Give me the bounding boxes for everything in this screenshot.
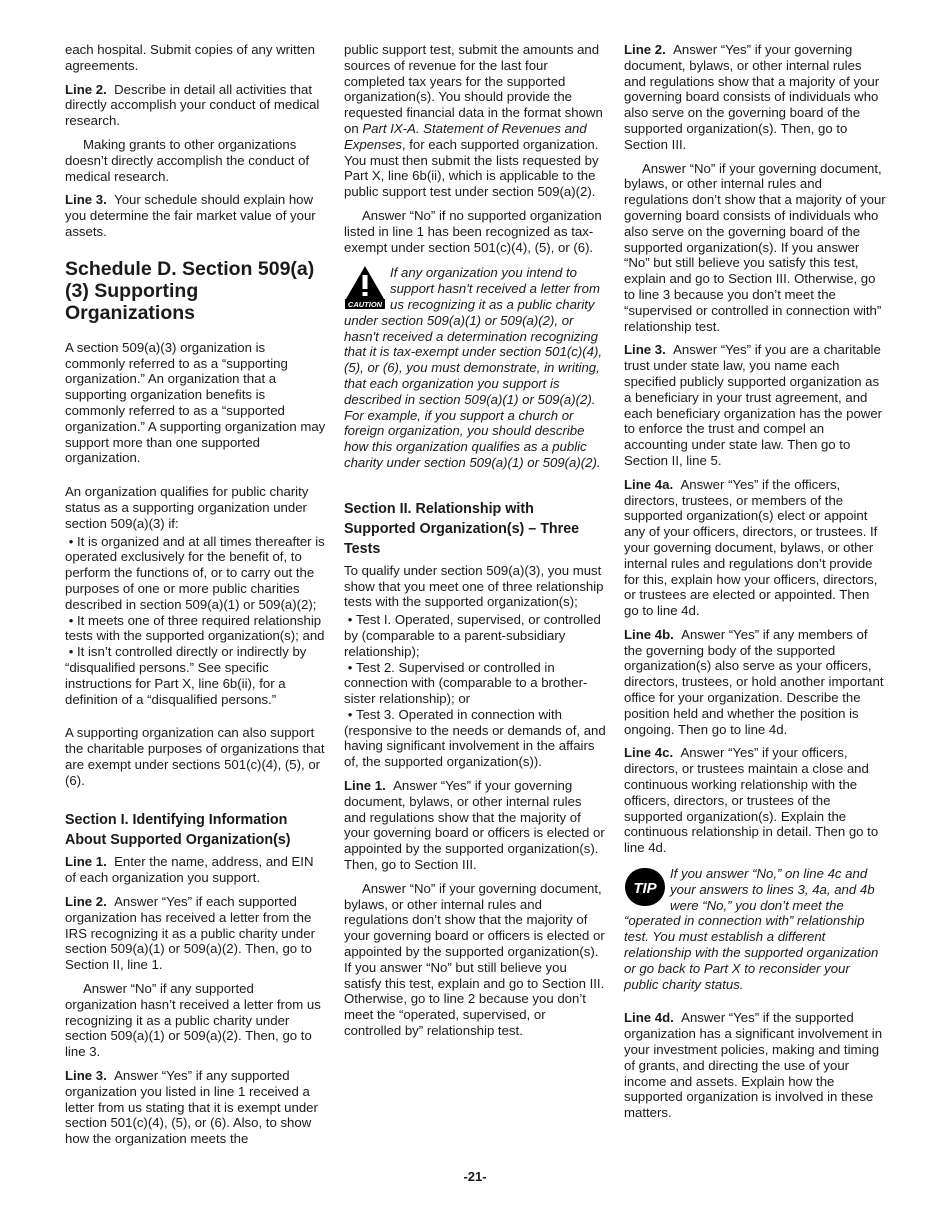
line-label: Line 1. xyxy=(344,778,386,794)
line-text: Describe in detail all activities that directly accomplish your conduct of medical research. xyxy=(65,81,320,129)
line-text: Answer “Yes” if the supported organization has a significant involvement in your investment policies, making and timing of grants, and directing the use of your income and assets. Explain how the supported organization is involved in these matters. xyxy=(624,1010,883,1121)
list-item: • It isn’t controlled directly or indirectly by “disqualified persons.” See specific instructions for Part X, line 6b(ii), for a definition of a “disqualified persons.” xyxy=(65,644,307,707)
line-text: Answer “Yes” if your governing document, bylaws, or other internal rules and regulations show that a majority of your governing board consists of individuals who also serve on the governing board of the supported organization(s). Then, go to Section III. xyxy=(624,42,880,152)
schedule-d-heading: Schedule D. Section 509(a)(3) Supporting Organizations xyxy=(65,257,315,324)
paragraph-s2-line1 xyxy=(344,778,606,873)
line-label: Line 1. xyxy=(65,854,107,870)
caution-text: If any organization you intend to support hasn't received a letter from us recognizing it as a public charity under section 509(a)(1) or 509(a)(2), or hasn't received a determination recognizing that it is tax-exempt under section 501(c)(4), (5), or (6), you must demonstrate, in writing, that each organization you support is described in section 509(a)(1) or 509(a)(2). For example, if you support a church or foreign organization, you should describe how this organization qualifies as a public charity under section 509(a)(1) or 509(a)(2). xyxy=(344,265,602,470)
list-item: • It is organized and at all times thereafter is operated exclusively for the benefit of, to perform the functions of, or to carry out the purposes of one or more public charities described in section 509(a)(1) or 509(a)(2); xyxy=(65,533,325,612)
list-item: • Test I. Operated, supervised, or controlled by (comparable to a parent-subsidiary relationship); xyxy=(344,612,601,659)
line-label: Line 3. xyxy=(624,342,666,358)
line-label: Line 2. xyxy=(65,894,107,910)
line-label: Line 2. xyxy=(624,42,666,57)
paragraph-s1-line1 xyxy=(65,854,327,886)
paragraph-support-test: public support test, submit the amounts and sources of revenue for the last four completed tax years for the supported organization(s). You should provide the requested financial data in the format shown on Part IX-A. Statement of Revenues and Expenses, for each supported organization. You must then submit the lists requested by Part X, line 6b(ii), which is applicable to the public support test under section 509(a)(2). xyxy=(344,42,603,200)
line-label: Line 3. xyxy=(65,1068,107,1084)
paragraph-line2 xyxy=(65,82,327,129)
paragraph-intro: A section 509(a)(3) organization is commonly referred to as a “supporting organization.” An organization that a supporting organization benefits is commonly referred to as a “supported organization.” A supporting organization may support more than one supported organization. xyxy=(65,339,326,466)
bullet-icon: • xyxy=(347,659,353,675)
line-label: Line 4b. xyxy=(624,626,674,642)
paragraph-s1-line2-no: Answer “No” if any supported organization hasn’t received a letter from us recognizing it as a public charity under section 509(a)(1) or 509(a)(2). Then, go to line 3. xyxy=(65,981,321,1060)
line-text: Answer “Yes” if each supported organization has received a letter from the IRS recognizing it as a public charity under section 509(a)(1) or 509(a)(2). Then, go to Section II, line 1. xyxy=(65,894,315,973)
line-text: Answer “Yes” if any supported organization you listed in line 1 received a letter from us stating that it is exempt under section 501(c)(4), (5), or (6). Also, to show how the organization meets the xyxy=(65,1068,318,1147)
svg-text:CAUTION: CAUTION xyxy=(347,300,383,310)
line-label: Line 2. xyxy=(65,81,107,97)
line-text: Answer “Yes” if your officers, directors, or trustees maintain a close and continuous working relationship with the officers, directors, or trustees of the supported organization(s). Explain the continuous relationship in detail. Then go to line 4d. xyxy=(624,745,879,856)
section-ii-heading: Section II. Relationship with Supported Organization(s) – Three Tests xyxy=(344,500,580,557)
paragraph-line2 xyxy=(624,42,886,153)
line-text: Your schedule should explain how you determine the fair market value of your assets. xyxy=(65,192,316,239)
paragraph-s1-line3 xyxy=(65,1068,327,1147)
line-text: Answer “Yes” if your governing document, bylaws, or other internal rules and regulations show that the majority of your governing board or officers is elected or appointed by the supported organization(s). Then, go to Section III. xyxy=(344,778,605,873)
paragraph-s2-line1-no: Answer “No” if your governing document, bylaws, or other internal rules and regulations don’t show that the majority of your governing board or officers is elected or appointed by the supported organization(s). If you answer “No” but still believe you satisfy this test, explain and go to Section III. Otherwise, go to line 2 because you don’t meet the “operated, supervised, or controlled by” relationship test. xyxy=(344,880,605,1039)
paragraph-line4b xyxy=(624,627,886,738)
list-item: • Test 3. Operated in connection with (responsive to the needs or demands of, and having significant involvement in the affairs of, the supported organization(s)). xyxy=(344,706,606,770)
line-text: Answer “Yes” if any members of the governing body of the supported organization(s) also serve as your officers, directors, trustees, or hold another important office for your organization. Describe the position held and whether the position is ongoing. Then go to line 4d. xyxy=(624,626,884,737)
bullet-icon: • xyxy=(68,644,74,660)
paragraph-s1-line2 xyxy=(65,894,327,973)
paragraph-line4c xyxy=(624,745,886,856)
section-i-heading: Section I. Identifying Information About Supported Organization(s) xyxy=(65,812,291,849)
tip-icon xyxy=(624,866,666,910)
line-label: Line 3. xyxy=(65,192,107,208)
paragraph-line4a xyxy=(624,477,886,619)
qualification-list xyxy=(65,534,327,708)
paragraph-also: A supporting organization can also support the charitable purposes of organizations that are exempt under sections 501(c)(4), (5), or (6). xyxy=(65,725,325,788)
paragraph-line3 xyxy=(624,342,886,468)
paragraph-qualifies: An organization qualifies for public charity status as a supporting organization under section 509(a)(3) if: xyxy=(65,484,309,531)
tip-text: If you answer “No,” on line 4c and your answers to lines 3, 4a, and 4b were “No,” you don’t meet the “operated in connection with” relationship test. You must establish a different relationship with the supported organization or go back to Part X to reconsider your public charity status. xyxy=(624,866,879,992)
column-left xyxy=(65,42,327,1155)
paragraph-hospital: each hospital. Submit copies of any written agreements. xyxy=(65,42,315,73)
line-label: Line 4d. xyxy=(624,1010,674,1026)
paragraph-line3 xyxy=(65,192,327,239)
column-middle xyxy=(344,42,606,1047)
bullet-icon: • xyxy=(68,612,74,628)
paragraph-grants: Making grants to other organizations doesn’t directly accomplish the conduct of medical research. xyxy=(65,136,310,184)
list-item: • It meets one of three required relationship tests with the supported organization(s); and xyxy=(65,612,325,644)
line-label: Line 4c. xyxy=(624,745,674,761)
bullet-icon: • xyxy=(347,612,353,628)
paragraph-line4d xyxy=(624,1010,886,1121)
bullet-icon: • xyxy=(347,706,353,722)
tests-list xyxy=(344,612,606,770)
column-right xyxy=(624,42,886,1129)
paragraph-qualify: To qualify under section 509(a)(3), you must show that you meet one of three relationship tests with the supported organization(s); xyxy=(344,562,604,610)
bullet-icon: • xyxy=(68,533,74,549)
page-number: -21- xyxy=(463,1169,487,1184)
paragraph-line2-no: Answer “No” if your governing document, bylaws, or other internal rules and regulations don’t show that a majority of your governing board consists of individuals who also serve on the governing board of the supported organization(s). If you answer “No” but still believe you satisfy this test, explain and go to Section III. Otherwise, go to line 3 because you don’t meet the “supervised or controlled in connection with” relationship test. xyxy=(624,160,886,334)
tip-notice xyxy=(624,866,886,992)
paragraph-no-supported: Answer “No” if no supported organization listed in line 1 has been recognized as tax-exempt under section 501(c)(4), (5), or (6). xyxy=(344,207,602,255)
line-text: Answer “Yes” if you are a charitable trust under state law, you name each specified publicly supported organization as a beneficiary in your trust agreement, and each beneficiary organization has the power to enforce the trust and compel an accounting under state law. Then go to Section II, line 5. xyxy=(624,342,883,468)
line-text: Enter the name, address, and EIN of each organization you support. xyxy=(65,854,314,886)
line-text: Answer “Yes” if the officers, directors, trustees, or members of the supported organization(s) elect or appoint any of your officers, directors, or trustees. If your governing document, bylaws, or other internal rules and regulations don’t provide for this, explain how your officers, directors, or trustees are elected or appointed. Then go to line 4d. xyxy=(624,476,878,619)
caution-icon xyxy=(344,265,386,309)
line-label: Line 4a. xyxy=(624,476,674,492)
list-item: • Test 2. Supervised or controlled in connection with (comparable to a brother-sister relationship); or xyxy=(344,659,588,707)
svg-text:TIP: TIP xyxy=(633,880,657,898)
caution-notice xyxy=(344,265,606,470)
